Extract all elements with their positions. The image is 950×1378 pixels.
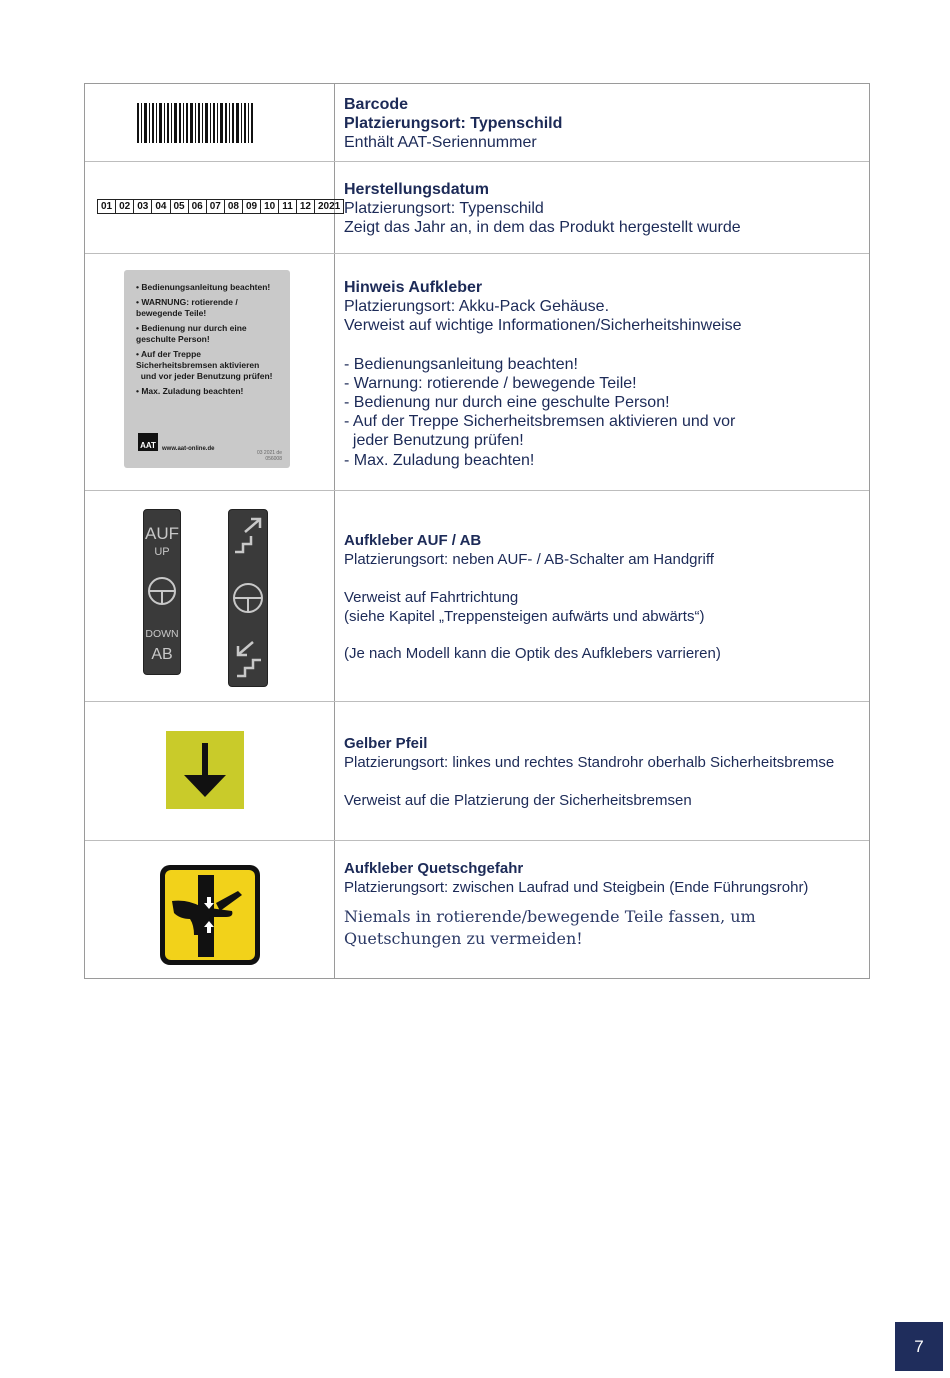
crush-image-cell [85, 841, 335, 978]
date-label: 04 [152, 200, 170, 213]
date-label: 08 [225, 200, 243, 213]
bullet-line: - Bedienungsanleitung beachten! [344, 355, 578, 373]
date-label: 01 [98, 200, 116, 213]
placement: Platzierungsort: Typenschild [344, 115, 563, 133]
row-title: Aufkleber AUF / AB [344, 532, 482, 549]
crush-text-cell [335, 841, 869, 978]
description: Verweist auf Fahrtrichtung [344, 588, 519, 606]
description: Verweist auf wichtige Informationen/Sicherheitshinweise [344, 317, 742, 335]
page-number: 7 [914, 1337, 924, 1356]
date-label: 03 [134, 200, 152, 213]
sticker-line: • Bedienungsanleitung beachten! [136, 282, 271, 292]
date-label: 11 [279, 200, 297, 213]
sticker-line: • Auf der Treppe Sicherheitsbremsen aktivieren [136, 349, 260, 370]
page-number-badge [895, 1322, 943, 1371]
yellow-arrow-icon [166, 731, 244, 809]
bullet-line: jeder Benutzung prüfen! [344, 432, 524, 450]
barcode-icon [135, 103, 265, 147]
placement: Platzierungsort: neben AUF- / AB-Schalter am Handgriff [344, 551, 714, 569]
sticker-web: www.aat-online.de [162, 446, 215, 452]
arrow-image-cell [85, 702, 335, 840]
arrow-text-cell [335, 702, 869, 840]
date-image-cell [85, 162, 341, 253]
placement: Platzierungsort: linkes und rechtes Standrohr oberhalb Sicherheitsbremse [344, 754, 835, 772]
spacer [344, 570, 869, 588]
row-manufacture-date [85, 162, 869, 254]
description: Verweist auf die Platzierung der Sicherheitsbremsen [344, 791, 692, 809]
bullet-line: - Auf der Treppe Sicherheitsbremsen aktivieren und vor [344, 413, 736, 431]
stairs-down-icon [233, 638, 263, 678]
row-yellow-arrow [85, 702, 869, 841]
placement: Platzierungsort: Typenschild [344, 200, 544, 218]
date-label: 05 [171, 200, 189, 213]
row-title: Barcode [344, 96, 409, 113]
spacer [344, 626, 869, 644]
warning-text: Niemals in rotierende/bewegende Teile fassen, um Quetschungen zu vermeiden! [344, 906, 756, 948]
down-label: DOWN [145, 628, 179, 640]
date-label: 2021 [317, 201, 341, 212]
sticker-line: und vor jeder Benutzung prüfen! [136, 371, 273, 381]
barcode-image-cell [85, 84, 335, 161]
bullet-line: - Bedienung nur durch eine geschulte Person! [344, 394, 670, 412]
bullet-line: - Max. Zuladung beachten! [344, 451, 535, 469]
notice-text-cell [335, 254, 869, 490]
sticker-line: • Max. Zuladung beachten! [136, 386, 244, 396]
crush-hazard-icon [158, 863, 262, 967]
stairs-up-icon [233, 516, 263, 554]
row-crush-hazard [85, 841, 869, 978]
sticker-code: 03 2021 de 056008 [256, 450, 282, 462]
row-title: Gelber Pfeil [344, 735, 428, 752]
date-text-cell [335, 162, 869, 253]
row-notice-sticker [85, 254, 869, 491]
auf-label: AUF [145, 524, 179, 543]
row-title: Aufkleber Quetschgefahr [344, 860, 524, 877]
row-auf-ab [85, 491, 869, 702]
brake-symbol-icon [146, 574, 178, 608]
auf-ab-sticker-symbols [228, 509, 268, 687]
sticker-table [84, 83, 870, 979]
row-barcode [85, 84, 869, 162]
description: Enthält AAT-Seriennummer [344, 134, 537, 152]
up-label: UP [154, 546, 170, 558]
row-title: Hinweis Aufkleber [344, 279, 483, 296]
placement: Platzierungsort: Akku-Pack Gehäuse. [344, 298, 610, 316]
placement: Platzierungsort: zwischen Laufrad und Steigbein (Ende Führungsrohr) [344, 879, 809, 897]
date-strip [97, 199, 344, 214]
bullet-line: - Warnung: rotierende / bewegende Teile! [344, 374, 637, 392]
auf-ab-text-cell [335, 491, 869, 701]
notice-sticker [124, 270, 290, 468]
note: (Je nach Modell kann die Optik des Aufklebers varrieren) [344, 645, 721, 663]
date-label: 02 [116, 200, 134, 213]
date-label: 07 [207, 200, 225, 213]
barcode-text-cell [335, 84, 869, 161]
brake-symbol-icon [231, 580, 265, 616]
sticker-line: • WARNUNG: rotierende / bewegende Teile! [136, 297, 238, 318]
date-label: 10 [261, 200, 279, 213]
sticker-line: • Bedienung nur durch eine geschulte Person! [136, 323, 247, 344]
auf-ab-sticker-text [143, 509, 181, 675]
aat-logo: AAT [138, 433, 158, 451]
description: Zeigt das Jahr an, in dem das Produkt hergestellt wurde [344, 219, 741, 237]
auf-ab-image-cell [85, 491, 335, 701]
date-label: 09 [243, 200, 261, 213]
row-title: Herstellungsdatum [344, 181, 489, 198]
spacer [344, 336, 869, 355]
date-label: 12 [297, 200, 315, 213]
notice-image-cell [85, 254, 335, 490]
ab-label: AB [151, 646, 173, 663]
description: (siehe Kapitel „Treppensteigen aufwärts und abwärts“) [344, 607, 705, 625]
date-label: 06 [189, 200, 207, 213]
spacer [344, 773, 869, 791]
